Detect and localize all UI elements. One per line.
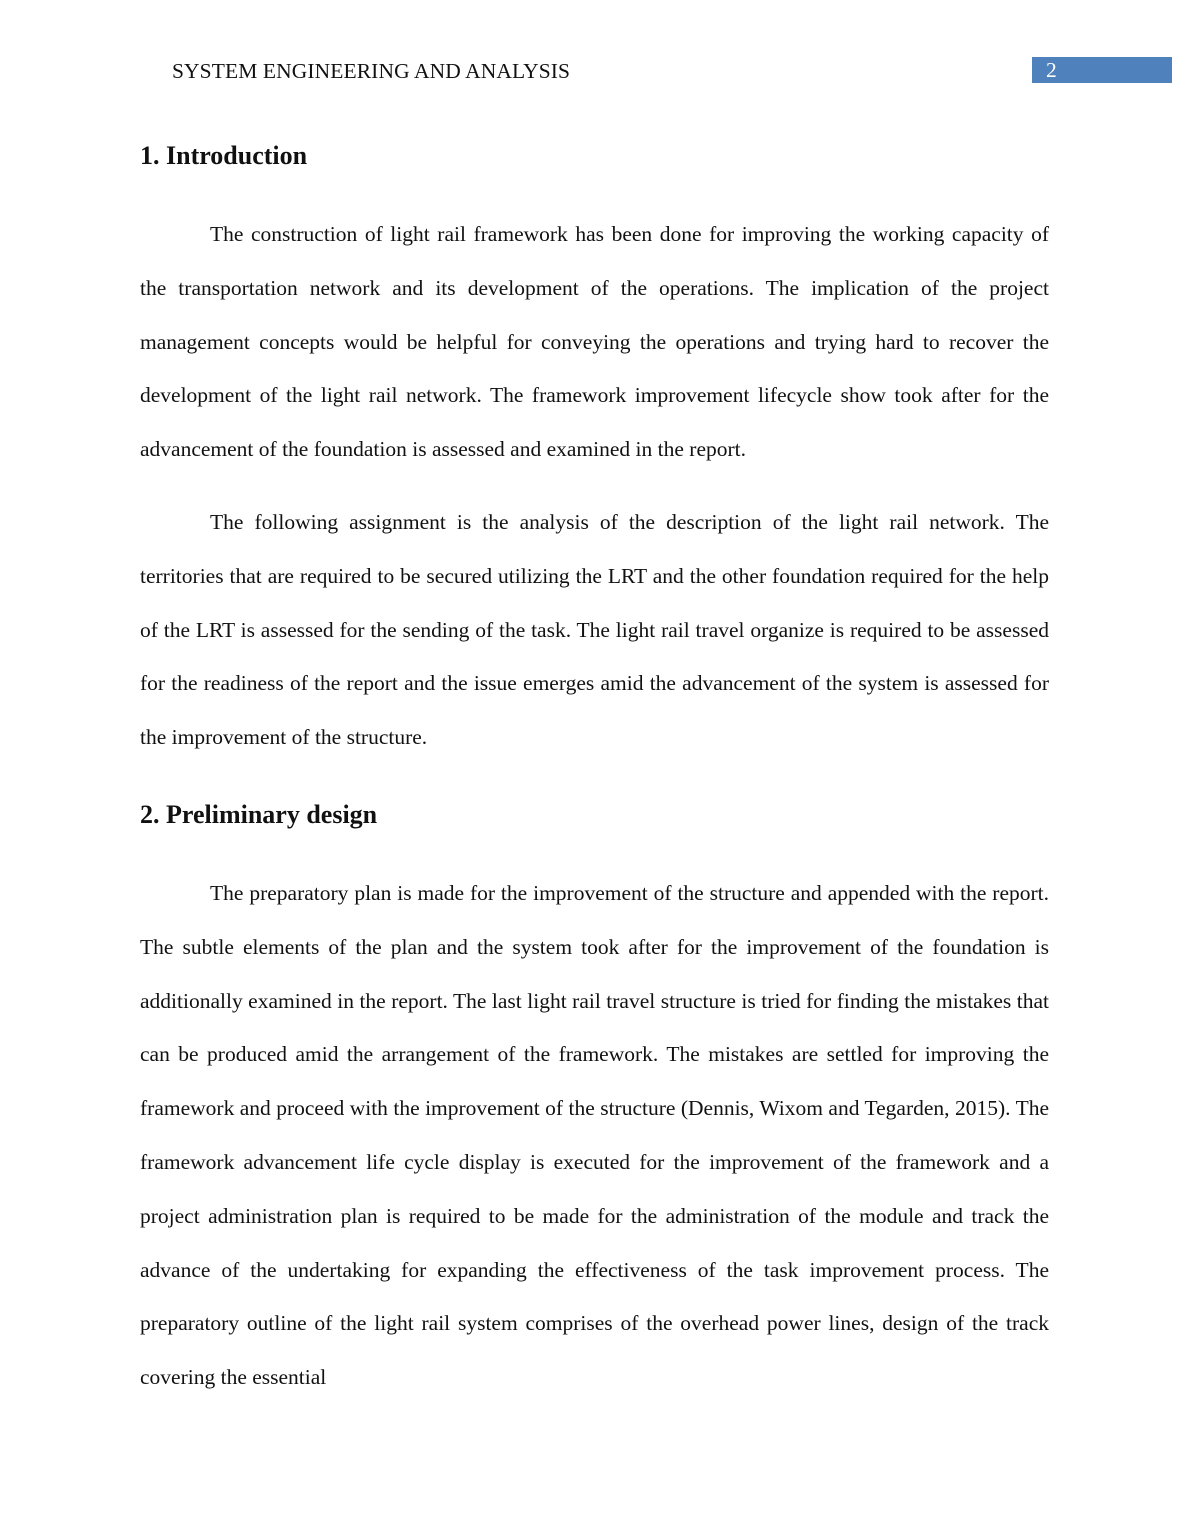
running-header-title: SYSTEM ENGINEERING AND ANALYSIS (172, 59, 571, 83)
page-number-badge (1032, 57, 1172, 83)
page-number: 2 (1046, 58, 1057, 82)
section-heading-preliminary-design: 2. Preliminary design (140, 799, 378, 829)
document-body (140, 130, 1049, 1405)
introduction-paragraph-2: The following assignment is the analysis of the description of the light rail network. The territories that are required to be secured utilizing the LRT and the other foundation required for the help of the LRT is assessed for the sending of the task. The light rail travel organize is required to be assessed for the readiness of the report and the issue emerges amid the advancement of the system is assessed for the improvement of the structure. (140, 509, 1049, 750)
introduction-paragraph-1: The construction of light rail framework has been done for improving the working capacity of the transportation network and its development of the operations. The implication of the project management concepts would be helpful for conveying the operations and trying hard to recover the development of the light rail network. The framework improvement lifecycle show took after for the advancement of the foundation is assessed and examined in the report. (140, 222, 1049, 462)
section-heading-introduction: 1. Introduction (140, 141, 308, 170)
preliminary-design-paragraph-1: The preparatory plan is made for the improvement of the structure and appended with the report. The subtle elements of the plan and the system took after for the improvement of the foundation is additionally examined in the report. The last light rail travel structure is tried for finding the mistakes that can be produced amid the arrangement of the framework. The mistakes are settled for improving the framework and proceed with the improvement of the structure (Dennis, Wixom and Tegarden, 2015). The framework advancement life cycle display is executed for the improvement of the framework and a project administration plan is required to be made for the administration of the module and track the advance of the undertaking for expanding the effectiveness of the task improvement process. The preparatory outline of the light rail system comprises of the overhead power lines, design of the track covering the essential (140, 880, 1049, 1390)
